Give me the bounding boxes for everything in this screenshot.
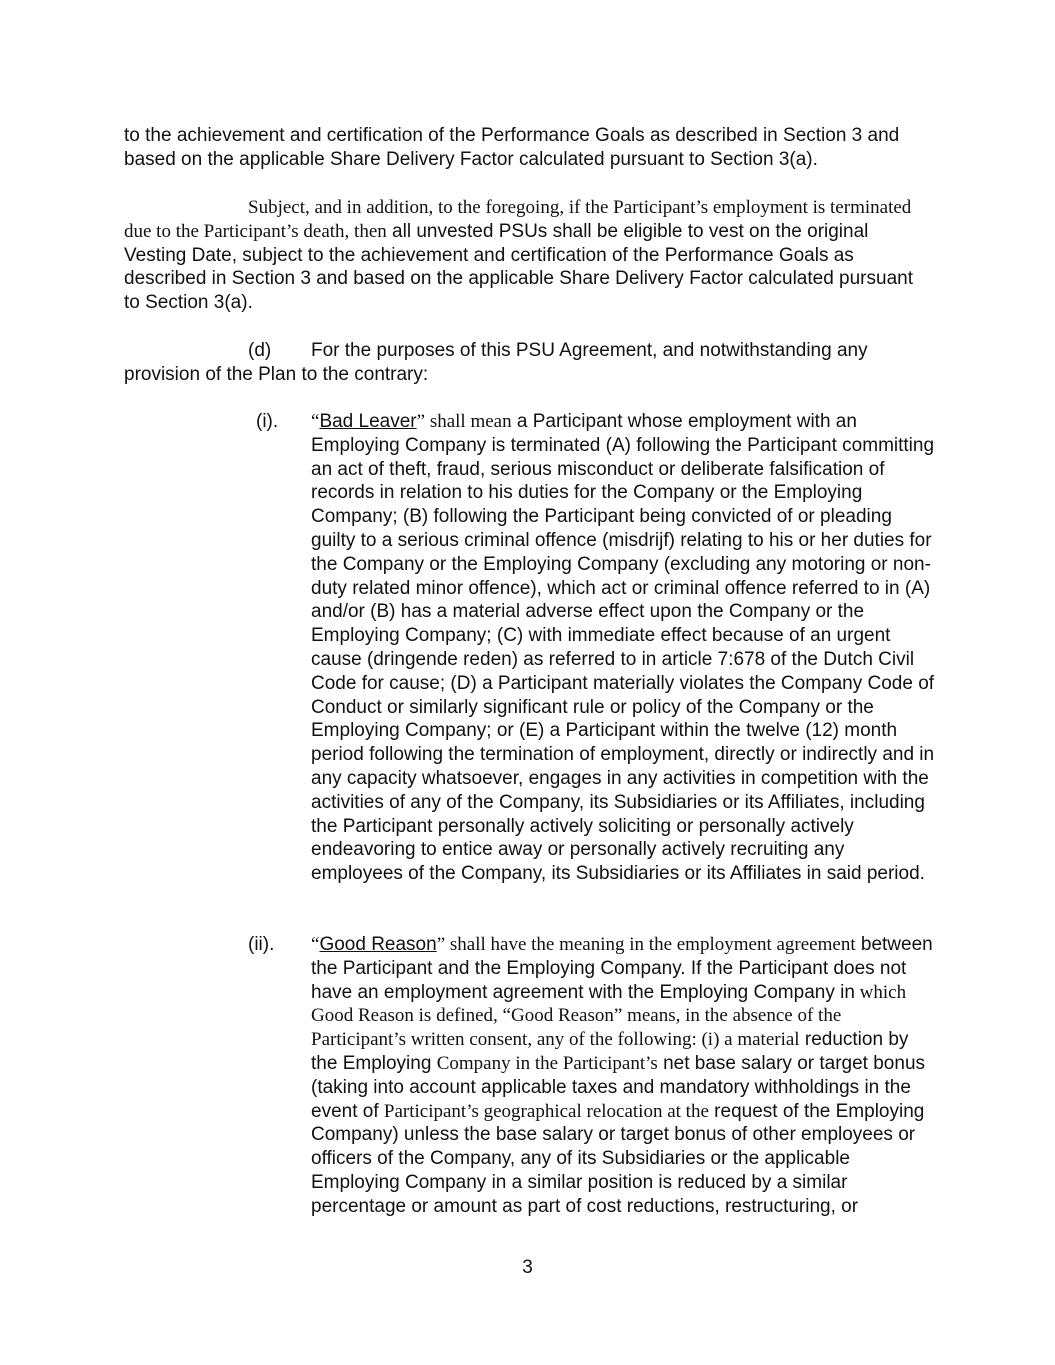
definition-body-part-4: Company in the Participant’s — [436, 1052, 658, 1074]
close-quote: ” — [416, 411, 426, 432]
item-ii-marker: (ii). — [248, 934, 275, 955]
section-d-text: For the purposes of this PSU Agreement, and notwithstanding any provision of the Plan to the contrary: — [124, 340, 868, 385]
defined-term-bad-leaver: Bad Leaver — [319, 411, 417, 432]
open-quote: “ — [311, 411, 320, 432]
item-i-marker: (i). — [256, 411, 279, 432]
definition-body-part-5: net base salary or target bonus (taking into account applicable taxes and mandatory withholdings in the event of — [311, 1052, 926, 1122]
paragraph-continuation: to the achievement and certification of the Performance Goals as described in Section 3 and based on the applicable Share Delivery Factor calculated pursuant to Section 3(a). — [124, 125, 900, 170]
definition-body-part-7: request of the Employing Company) unless the base salary or target bonus of other employees or officers of the Company, any of its Subsidiaries or the applicable Employing Company in a similar position is reduced by a similar percentage or amount as part of cost reductions, restructuring, or — [311, 1100, 925, 1217]
definition-body-part-2: which Good Reason is defined, “Good Reason” means, in the absence of the Participant’s written consent, any of the following: (i) a material — [311, 981, 907, 1051]
item-ii-good-reason-definition — [311, 933, 935, 1219]
section-d-paragraph — [124, 339, 924, 387]
definition-body-part-1: between the Participant and the Employing Company. If the Participant does not have an employment agreement with the Employing Company in — [311, 934, 933, 1003]
definition-lead: shall have the meaning in the employment agreement — [445, 934, 856, 955]
paragraph-death-vesting — [124, 196, 924, 315]
definition-lead: shall mean — [425, 411, 512, 432]
definition-body-part-3: reduction by the Employing — [311, 1029, 909, 1074]
open-quote: “ — [311, 934, 320, 955]
paragraph-lead-text: Subject, and in addition, to the foregoing, if the Participant’s employment is terminated due to the Participant’s death, then — [124, 197, 912, 242]
definition-body-part-6: Participant’s geographical relocation at the — [383, 1100, 709, 1122]
section-d-marker: (d) — [248, 340, 272, 361]
item-i-bad-leaver-definition — [311, 410, 935, 886]
page-number: 3 — [522, 1257, 533, 1278]
paragraph-body-text: all unvested PSUs shall be eligible to vest on the original Vesting Date, subject to the achievement and certification of the Performance Goals as described in Section 3 and based on the applicable Share Delivery Factor calculated pursuant to Section 3(a). — [124, 220, 913, 314]
defined-term-good-reason: Good Reason — [319, 934, 437, 955]
definition-body: a Participant whose employment with an Employing Company is terminated (A) following the Participant committing an act of theft, fraud, serious misconduct or deliberate falsification of records in relation to his duties for the Company or the Employing Company; (B) following the Participant being convicted of or pleading guilty to a serious criminal offence (misdrijf) relating to his or her duties for the Company or the Employing Company (excluding any motoring or non-duty related minor offence), which act or criminal offence referred to in (A) and/or (B) has a material adverse effect upon the Company or the Employing Company; (C) with immediate effect because of an urgent cause (dringende reden) as referred to in article 7:678 of the Dutch Civil Code for cause; (D) a Participant materially violates the Company Code of Conduct or similarly significant rule or policy of the Company or the Employing Company; or (E) a Participant within the twelve (12) month period following the termination of employment, directly or indirectly and in any capacity whatsoever, engages in any activities in competition with the activities of any of the Company, its Subsidiaries or its Affiliates, including the Participant personally actively soliciting or personally actively endeavoring to entice away or personally actively recruiting any employees of the Company, its Subsidiaries or its Affiliates in said period. — [311, 411, 935, 885]
close-quote: ” — [436, 934, 446, 955]
